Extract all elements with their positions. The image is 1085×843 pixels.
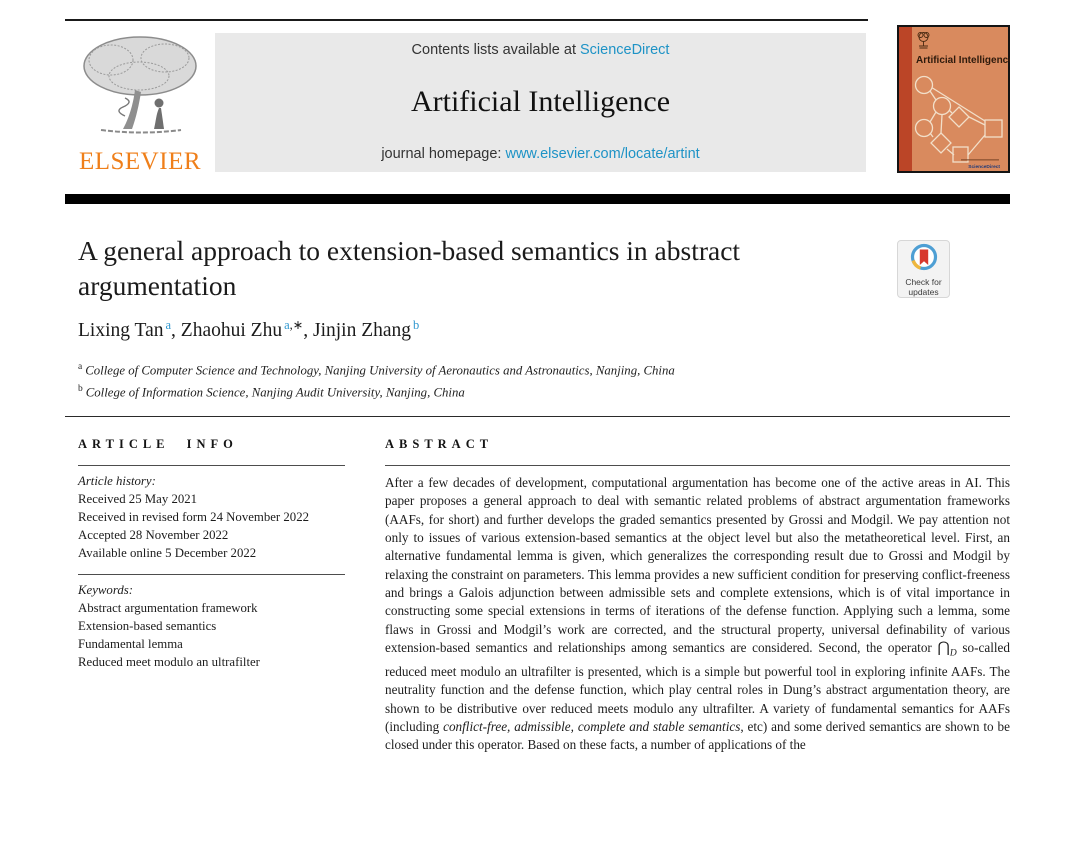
- elsevier-wordmark: ELSEVIER: [78, 148, 202, 175]
- abstract-column: [385, 437, 1010, 755]
- contents-line-text: Contents lists available at: [411, 42, 580, 58]
- affiliation-line: [78, 358, 675, 380]
- history-line: Received 25 May 2021: [78, 492, 198, 506]
- journal-header-box: [215, 33, 866, 172]
- author-name: Lixing Tan: [78, 320, 164, 341]
- affiliation-text: College of Information Science, Nanjing Audit University, Nanjing, China: [85, 385, 465, 400]
- abstract-part3: , etc) and some derived semantics are shown to be closed under this operator. Based on these facts, a number of applications of the: [385, 719, 1010, 753]
- article-history-label: Article history:: [78, 474, 156, 488]
- journal-homepage-link[interactable]: www.elsevier.com/locate/artint: [505, 146, 700, 162]
- author-line: [78, 320, 419, 342]
- affiliation-line: [78, 380, 675, 402]
- journal-cover-thumbnail: [897, 25, 1010, 173]
- contents-line: [412, 42, 670, 58]
- article-info-rule: [78, 465, 345, 466]
- abstract-heading: ABSTRACT: [385, 437, 494, 451]
- abstract-italic-span: conflict-free, admissible, complete and stable semantics: [443, 719, 741, 735]
- sciencedirect-link[interactable]: ScienceDirect: [580, 42, 670, 58]
- keyword-line: Abstract argumentation framework: [78, 601, 258, 615]
- keywords-rule: [78, 574, 345, 575]
- abstract-rule: [385, 465, 1010, 466]
- intersection-operator: $⋂_D$: [937, 640, 957, 659]
- keyword-line: Extension-based semantics: [78, 619, 217, 633]
- history-line: Available online 5 December 2022: [78, 546, 257, 560]
- check-for-updates-label: Check for updates: [905, 277, 942, 297]
- author-superscript: a: [165, 318, 172, 332]
- history-line: Received in revised form 24 November 2022: [78, 510, 309, 524]
- section-divider-rule: [65, 416, 1010, 417]
- author-name: , Zhaohui Zhu: [171, 320, 283, 341]
- header-divider-bar: [65, 194, 1010, 204]
- affiliation-text: College of Computer Science and Technology, Nanjing University of Aeronautics and Astronautics, Nanjing, China: [85, 363, 675, 378]
- affiliation-superscript: a: [78, 362, 83, 372]
- homepage-line-text: journal homepage:: [381, 146, 506, 162]
- top-rule: [65, 19, 868, 21]
- homepage-line: [381, 146, 699, 162]
- abstract-text: [385, 474, 1010, 755]
- article-info-column: [78, 437, 345, 671]
- affiliation-superscript: b: [78, 383, 83, 394]
- journal-title: Artificial Intelligence: [410, 85, 671, 118]
- abstract-part1: After a few decades of development, computational argumentation has become one of the active areas in AI. This paper proposes a general approach to deal with semantic related problems of abstract argumentation frameworks (AAFs, for short) and further develops the graded semantics presented by Grossi and Modgil. We pay attention not only to issues of various extension-based semantics at the object level but also the metatheoretical level. First, an alternative fundamental lemma is given, which generalizes the corresponding result due to Grossi and Modgil by relaxing the constraint on parameters. This lemma provides a new sufficient condition for preserving conflict-freeness and brings a Galois adjunction between admissible sets and complete extensions, which is of vital importance in constructing some special extensions in terms of iterations of the defense function. Applying such a lemma, some flaws in Grossi and Modgil’s work are corrected, and the structural property, universal definability of various extension-based semantics and relationships among semantics are considered. Second, the operator: [385, 475, 1010, 656]
- author-superscript: a: [284, 318, 290, 332]
- author-name: , Jinjin Zhang: [303, 320, 412, 341]
- cover-footer-link: ScienceDirect: [968, 165, 1000, 170]
- elsevier-logo: [73, 30, 207, 176]
- affiliations: [78, 358, 675, 402]
- keyword-line: Fundamental lemma: [78, 637, 183, 651]
- cover-title: Artificial Intelligence: [916, 55, 1010, 66]
- keywords-label: Keywords:: [78, 583, 133, 597]
- article-history-list: [78, 490, 345, 562]
- check-for-updates-badge[interactable]: [897, 240, 950, 298]
- author-superscript: ,∗: [289, 318, 304, 332]
- keyword-line: Reduced meet modulo an ultrafilter: [78, 655, 260, 669]
- history-line: Accepted 28 November 2022: [78, 528, 229, 542]
- article-info-heading: ARTICLE INFO: [78, 437, 238, 451]
- keywords-list: [78, 599, 345, 671]
- elsevier-tree-icon: [73, 129, 207, 146]
- author-superscript: b: [413, 318, 420, 332]
- abstract-part2: so-called reduced meet modulo an ultrafilter is presented, which is a simple but powerful tool in exploring infinite AAFs. The neutrality function and the defense function, which play central roles in Dung’s abstract argumentation theory, are shown to be distributive over reduced meets modulo any ultrafilter. A variety of fundamental semantics for AAFs (including: [385, 640, 1010, 735]
- paper-title: A general approach to extension-based semantics in abstract argumentation: [78, 235, 741, 301]
